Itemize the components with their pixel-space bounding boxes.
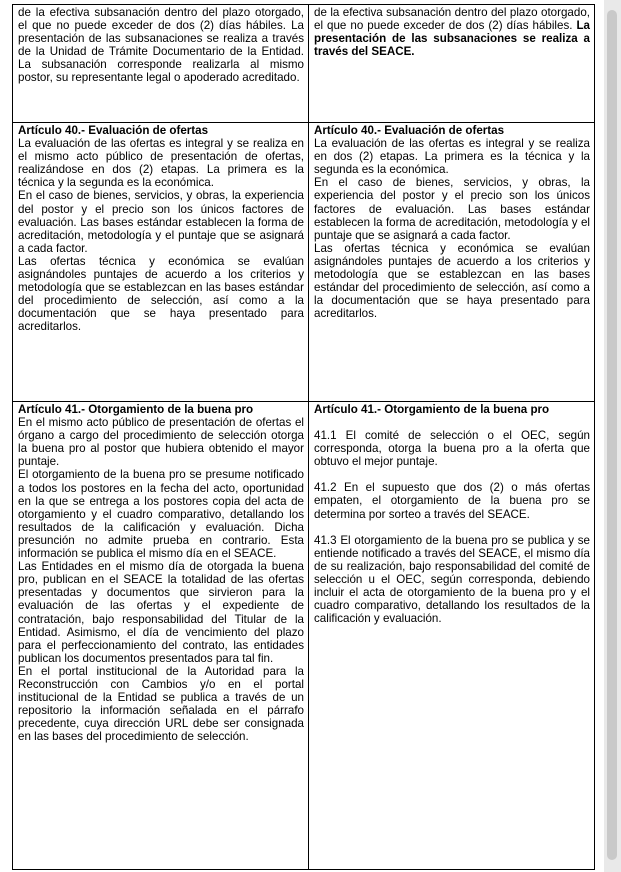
row2-right-cell bbox=[309, 123, 595, 402]
table-row bbox=[13, 123, 595, 402]
row3-left-p1: En el mismo acto público de presentación de ofertas el órgano a cargo del procedimiento de selección otorga la buena pro al postor que hubiera obtenido el mayor puntaje. bbox=[18, 416, 304, 469]
row2-right-p3: Las ofertas técnica y económica se evalúan asignándoles puntajes de acuerdo a los criterios y metodología que se establezcan en las bases estándar del procedimiento de selección, así como a la documentación que se haya presentado para acreditarlos. bbox=[314, 241, 590, 321]
article-41-heading-right: Artículo 41.- Otorgamiento de la buena pro bbox=[314, 403, 550, 416]
row1-right-bold: La presentación de las subsanaciones se realiza a través del SEACE. bbox=[314, 19, 590, 59]
row2-right-p1: La evaluación de las ofertas es integral y se realiza en dos (2) etapas. La primera es la técnica y la segunda es la económica. bbox=[314, 137, 590, 177]
row1-right-text bbox=[314, 6, 590, 58]
row2-left-p1: La evaluación de las ofertas es integral y se realiza en el mismo acto público de presentación de ofertas, realizándose en dos (2) etapas. La primera es la técnica y la segunda es la económica. bbox=[18, 137, 304, 190]
row2-left-p3: Las ofertas técnica y económica se evalúan asignándoles puntajes de acuerdo a los criterios y metodología que se establezcan en las bases estándar del procedimiento de selección, así como a la documentación que se haya presentado para acreditarlos. bbox=[18, 254, 304, 334]
row1-left-cell bbox=[13, 5, 309, 123]
row3-right-cell bbox=[309, 402, 595, 870]
table-row bbox=[13, 5, 595, 123]
row1-right-cell bbox=[309, 5, 595, 123]
row3-right-p3: 41.3 El otorgamiento de la buena pro se publica y se entiende notificado a través del SEACE, el mismo día de su realización, bajo responsabilidad del comité de selección u el OEC, según corresponda, debiendo incluir el acta de otorgamiento de la buena pro y el cuadro comparativo, detallando los resultados de la calificación y evaluación. bbox=[314, 533, 590, 626]
row3-left-p3: Las Entidades en el mismo día de otorgada la buena pro, publican en el SEACE la totalidad de las ofertas presentadas y documentos que sirvieron para la evaluación de las ofertas y el expediente de contratación, bajo responsabilidad del Titular de la Entidad. Asimismo, el día de vencimiento del plazo para el perfeccionamiento del contrato, las entidades publican los documentos presentados para tal fin. bbox=[18, 560, 304, 665]
row2-right-p2: En el caso de bienes, servicios, y obras, la experiencia del postor y el precio son los únicos factores de evaluación. Las bases estándar establecen la forma de acreditación, metodología y el puntaje que se asignará a cada factor. bbox=[314, 176, 590, 242]
row2-left-p2: En el caso de bienes, servicios, y obras, la experiencia del postor y el precio son los únicos factores de evaluación. Las bases estándar establecen la forma de acreditación, metodología y el puntaje que se asignará a cada factor. bbox=[18, 189, 304, 255]
comparison-table bbox=[12, 4, 595, 870]
article-40-heading-left: Artículo 40.- Evaluación de ofertas bbox=[18, 124, 209, 137]
row1-left-text: de la efectiva subsanación dentro del plazo otorgado, el que no puede exceder de dos (2) días hábiles. La presentación de las subsanaciones se realiza a través de la Unidad de Trámite Documentario de la Entidad. La subsanación corresponde realizarla al mismo postor, su representante legal o apoderado acreditado. bbox=[18, 6, 304, 85]
row2-left-cell bbox=[13, 123, 309, 402]
row3-right-p2: 41.2 En el supuesto que dos (2) o más ofertas empaten, el otorgamiento de la buena pro se determina por sorteo a través del SEACE. bbox=[314, 481, 590, 521]
row3-left-cell bbox=[13, 402, 309, 870]
row3-left-p2: El otorgamiento de la buena pro se presume notificado a todos los postores en la fecha del acto, oportunidad en la que se entrega a los postores copia del acta de otorgamiento y el cuadro comparativo, detallando los resultados de la calificación y evaluación. Dicha presunción no admite prueba en contrario. Esta información se publica el mismo día en el SEACE. bbox=[18, 468, 304, 561]
article-41-heading-left: Artículo 41.- Otorgamiento de la buena pro bbox=[18, 403, 254, 416]
table-row bbox=[13, 402, 595, 870]
row3-right-p1: 41.1 El comité de selección o el OEC, según corresponda, otorga la buena pro a la oferta que obtuvo el mejor puntaje. bbox=[314, 429, 590, 469]
scrollbar-thumb[interactable] bbox=[607, 10, 617, 860]
article-40-heading-right: Artículo 40.- Evaluación de ofertas bbox=[314, 124, 505, 137]
row1-right-plain: de la efectiva subsanación dentro del plazo otorgado, el que no puede exceder de dos (2) días hábiles. bbox=[314, 6, 590, 33]
row3-left-p4: En el portal institucional de la Autoridad para la Reconstrucción con Cambios y/o en el portal institucional de la Entidad se publica a través de un repositorio la información señalada en el párrafo precedente, cuya dirección URL debe ser consignada en las bases del procedimiento de selección. bbox=[18, 664, 304, 744]
